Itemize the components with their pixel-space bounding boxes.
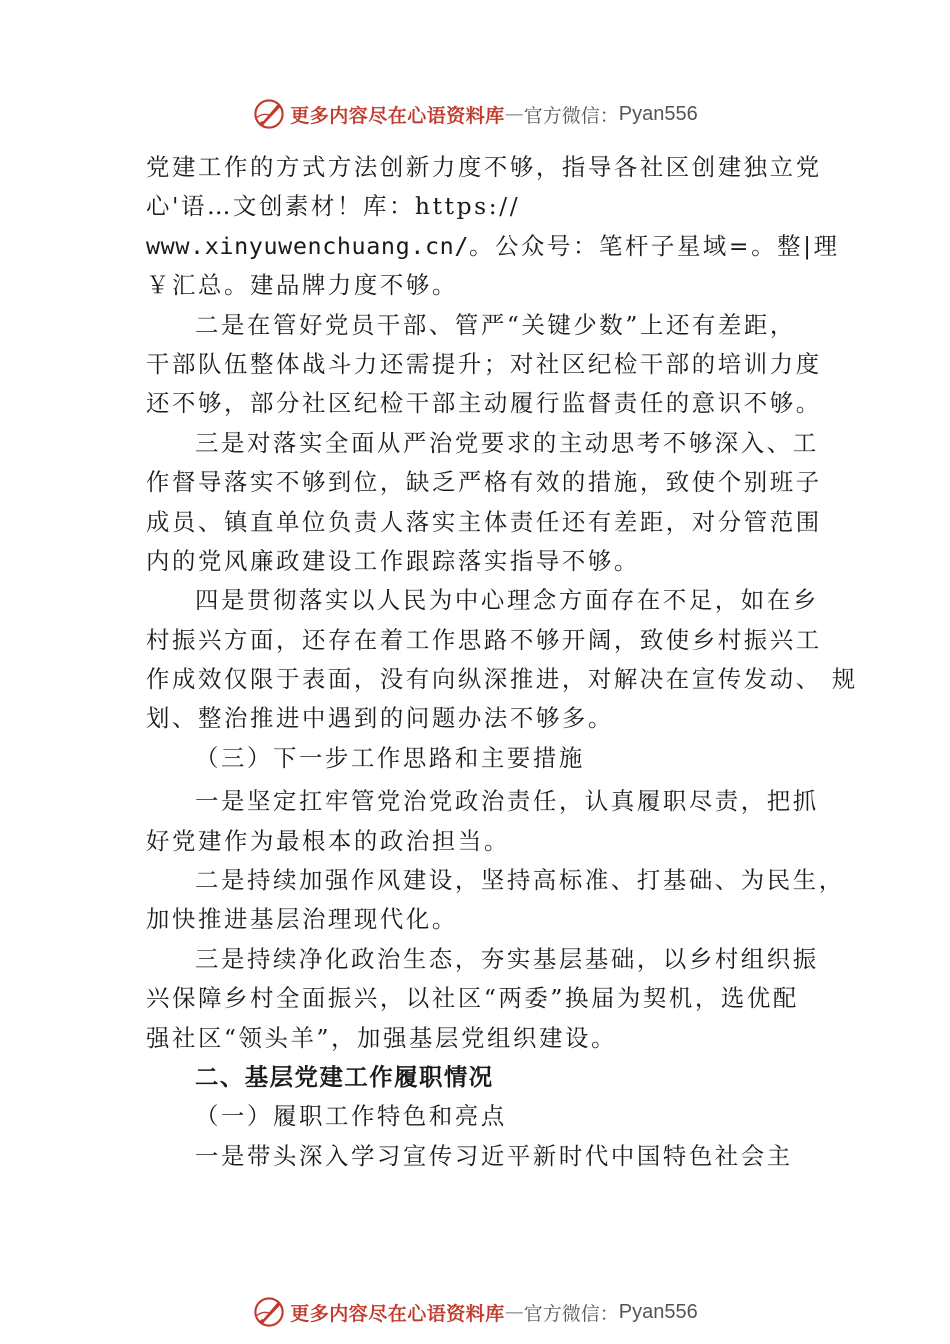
paragraph-start: 一是坚定扛牢管党治党政治责任，认真履职尽责，把抓 [195,787,819,816]
banner-brand: 更多内容尽在心语资料库 [290,104,505,127]
banner-wechat-id: Pyan556 [618,1300,698,1323]
text-line: 干部队伍整体战斗力还需提升；对社区纪检干部的培训力度 [146,349,822,378]
text-line [146,227,840,266]
section-heading: （一）履职工作特色和亮点 [195,1102,507,1131]
banner-dash: — [504,103,524,125]
text-line: 还不够，部分社区纪检干部主动履行监督责任的意识不够。 [146,389,822,418]
section-heading: （三）下一步工作思路和主要措施 [195,743,585,772]
banner-official: 官方微信： [523,1302,619,1325]
text-line: 作成效仅限于表面，没有向纵深推进，对解决在宣传发动、 规 [146,665,858,694]
document-body [146,148,858,1176]
header-banner [0,92,950,136]
website-url: www.xinyuwenchuang.cn/ [146,231,470,260]
paragraph-start: 四是贯彻落实以人民为中心理念方面存在不足，如在乡 [195,586,819,615]
text-line: 好党建作为最根本的政治担当。 [146,826,510,855]
footer-banner [0,1290,950,1334]
text-line: 作督导落实不够到位，缺乏严格有效的措施，致使个别班子 [146,468,822,497]
paragraph-start: 一是带头深入学习宣传习近平新时代中国特色社会主 [195,1141,793,1170]
text-line: ￥汇总。建品牌力度不够。 [146,271,458,300]
text-line: 成员、镇直单位负责人落实主体责任还有差距，对分管范围 [146,507,822,536]
text-line: 划、整治推进中遇到的问题办法不够多。 [146,704,614,733]
banner-wechat-id: Pyan556 [618,102,698,125]
text-line: 兴保障乡村全面振兴，以社区“两委”换届为契机，选优配 [146,984,799,1013]
paragraph-start: 二是持续加强作风建设，坚持高标准、打基础、为民生， [195,866,845,895]
chapter-heading: 二、基层党建工作履职情况 [195,1062,494,1091]
text-line: 强社区“领头羊”，加强基层党组织建设。 [146,1023,617,1052]
text-line: 加快推进基层治理现代化。 [146,905,458,934]
text-line: 内的党风廉政建设工作跟踪落实指导不够。 [146,546,640,575]
banner-official: 官方微信： [523,104,619,127]
text-segment: 。公众号：笔杆子星域=。整|理 [469,231,840,260]
text-line: 党建工作的方式方法创新力度不够，指导各社区创建独立党 [146,153,822,181]
banner-dash: — [504,1301,524,1323]
pen-logo-icon [252,1295,286,1329]
paragraph-start: 二是在管好党员干部、管严“关键少数”上还有差距， [195,310,796,339]
text-line: 心'语…文创素材！库：https:// [146,192,521,221]
paragraph-start: 三是持续净化政治生态，夯实基层基础，以乡村组织振 [195,944,819,973]
paragraph-start: 三是对落实全面从严治党要求的主动思考不够深入、工 [195,428,819,457]
pen-logo-icon [252,97,286,131]
banner-brand: 更多内容尽在心语资料库 [290,1302,505,1325]
text-line: 村振兴方面，还存在着工作思路不够开阔，致使乡村振兴工 [146,625,822,654]
